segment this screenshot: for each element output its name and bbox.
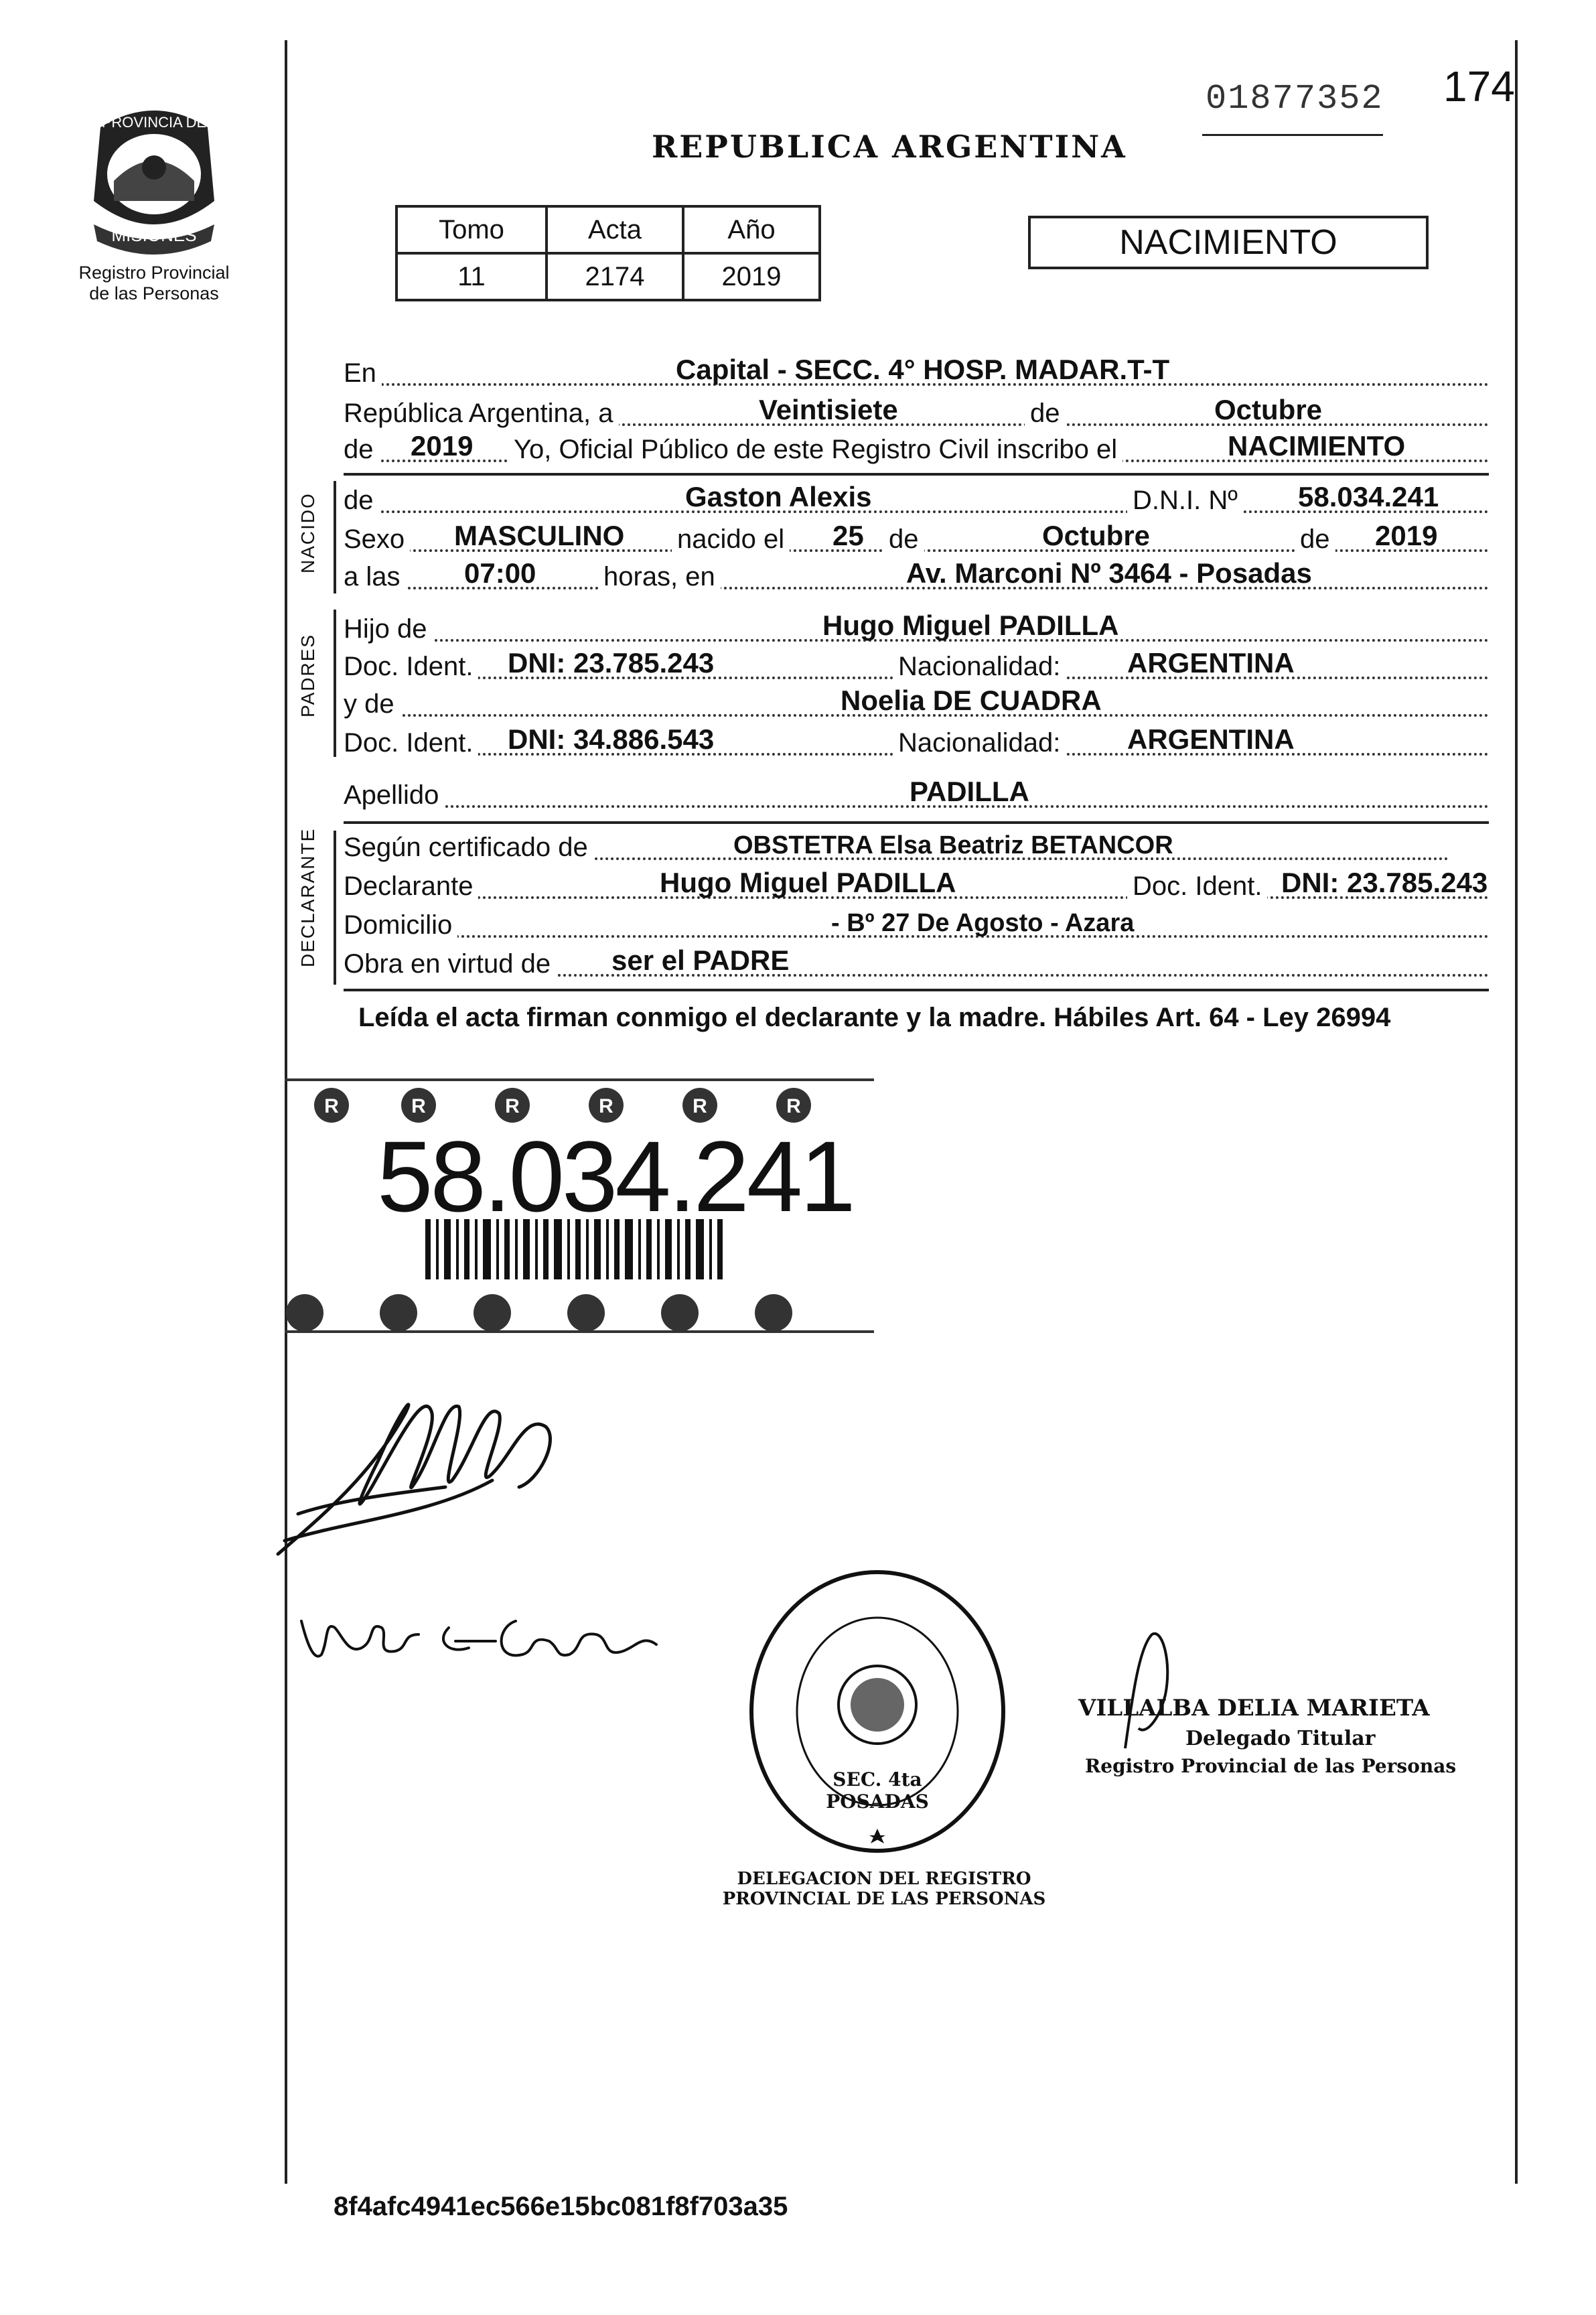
- row-nombre: [344, 481, 1489, 521]
- de1-label: de: [1025, 399, 1066, 429]
- domicilio-label: Domicilio: [344, 910, 457, 940]
- official-seal-stamp: [743, 1564, 1011, 1859]
- obra-label: Obra en virtud de: [344, 949, 556, 979]
- seal-ring-text: DELEGACION DEL REGISTRO PROVINCIAL DE LAS PERSONAS: [722, 1869, 1046, 1909]
- sexo-label: Sexo: [344, 524, 410, 555]
- svg-text:PROVINCIA DE: PROVINCIA DE: [101, 114, 207, 131]
- apellido-value: PADILLA: [910, 776, 1029, 807]
- row-certificado: [344, 828, 1489, 868]
- madre-value: Noelia DE CUADRA: [841, 685, 1102, 716]
- registrar-signature: [1098, 1621, 1199, 1755]
- nac2-label: Nacionalidad:: [893, 728, 1066, 758]
- dia-value: Veintisiete: [759, 394, 898, 425]
- mother-signature: [295, 1594, 670, 1681]
- document-hash: 8f4afc4941ec566e15bc081f8f703a35: [334, 2192, 788, 2221]
- alas-label: a las: [344, 562, 406, 592]
- nac2-value: ARGENTINA: [1127, 723, 1295, 755]
- row-domicilio: [344, 906, 1489, 946]
- anio-nacimiento-inscripcion: 2019: [411, 430, 474, 462]
- country-title: REPUBLICA ARGENTINA: [652, 129, 1127, 165]
- de2-label: de: [344, 435, 379, 465]
- row-inscribe: [344, 430, 1489, 470]
- yde-label: y de: [344, 689, 400, 719]
- doc1-label: Doc. Ident.: [344, 652, 478, 682]
- divider-3: [344, 989, 1489, 991]
- registrar-role: Delegado Titular: [1185, 1727, 1376, 1750]
- lugar-value: Av. Marconi Nº 3464 - Posadas: [906, 557, 1312, 589]
- row-obra: [344, 944, 1489, 985]
- svg-text:R: R: [411, 1095, 426, 1117]
- dni-value: 58.034.241: [1298, 481, 1439, 512]
- en-label: En: [344, 358, 382, 389]
- mes-value: Octubre: [1214, 394, 1323, 425]
- acta-value: 2174: [547, 253, 683, 300]
- doc2-value: DNI: 34.886.543: [508, 723, 715, 755]
- row-madre: [344, 685, 1489, 725]
- inscribe-value: NACIMIENTO: [1228, 430, 1406, 462]
- doc3-label: Doc. Ident.: [1127, 871, 1267, 902]
- row-padre: [344, 610, 1489, 650]
- right-margin-line: [1515, 40, 1518, 2184]
- side-label-nacido: NACIDO: [297, 492, 318, 573]
- anio-header: Año: [683, 206, 820, 253]
- row-apellido: [344, 776, 1489, 816]
- sexo-value: MASCULINO: [454, 520, 625, 551]
- de4-label: de: [1295, 524, 1335, 555]
- certificado-label: Según certificado de: [344, 833, 593, 863]
- padre-value: Hugo Miguel PADILLA: [822, 610, 1119, 641]
- seal-inner-text: SEC. 4ta POSADAS: [826, 1768, 929, 1813]
- nacido-anio: 2019: [1375, 520, 1438, 551]
- logo-caption: Registro Provincial de las Personas: [78, 263, 230, 303]
- svg-text:R: R: [599, 1095, 613, 1117]
- row-en: [344, 354, 1489, 394]
- side-label-declarante: DECLARANTE: [297, 827, 318, 967]
- declarante-label: Declarante: [344, 871, 478, 902]
- tomo-header: Tomo: [396, 206, 547, 253]
- anio-value: 2019: [683, 253, 820, 300]
- de3-label: de: [883, 524, 924, 555]
- tomo-value: 11: [396, 253, 547, 300]
- province-logo: [74, 100, 234, 261]
- nombre-value: Gaston Alexis: [685, 481, 872, 512]
- serial-number: 01877352: [1206, 79, 1384, 119]
- record-type-box: NACIMIENTO: [1028, 216, 1429, 269]
- nacido-mes: Octubre: [1042, 520, 1151, 551]
- divider-1: [344, 473, 1489, 476]
- svg-text:R: R: [324, 1095, 339, 1117]
- doc2-label: Doc. Ident.: [344, 728, 478, 758]
- row-doc-padre: [344, 647, 1489, 687]
- declarante-bracket: [334, 831, 336, 985]
- row-fecha: [344, 394, 1489, 434]
- nacido-dia: 25: [832, 520, 864, 551]
- nombre-label: de: [344, 486, 379, 516]
- hijo-label: Hijo de: [344, 614, 433, 644]
- apellido-label: Apellido: [344, 780, 444, 811]
- divider-2: [344, 821, 1489, 824]
- declarante-value: Hugo Miguel PADILLA: [660, 867, 956, 898]
- horas-label: horas, en: [598, 562, 721, 592]
- acta-header: Acta: [547, 206, 683, 253]
- row-declarante: [344, 867, 1489, 907]
- nacido-bracket: [334, 481, 336, 593]
- acta-table: [395, 205, 821, 301]
- republica-label: República Argentina, a: [344, 399, 619, 429]
- nacido-label: nacido el: [672, 524, 790, 555]
- doc3-value: DNI: 23.785.243: [1281, 867, 1488, 898]
- oficial-label: Yo, Oficial Público de este Registro Civil inscribo el: [508, 435, 1122, 465]
- hora-value: 07:00: [464, 557, 536, 589]
- closing-statement: Leída el acta firman conmigo el declarante y la madre. Hábiles Art. 64 - Ley 26994: [358, 1003, 1391, 1032]
- obra-value: ser el PADRE: [611, 944, 790, 976]
- row-doc-madre: [344, 723, 1489, 764]
- side-label-padres: PADRES: [297, 633, 318, 717]
- registrar-name: VILLALBA DELIA MARIETA: [1078, 1695, 1430, 1722]
- svg-text:R: R: [786, 1095, 801, 1117]
- svg-text:MISIONES: MISIONES: [111, 225, 197, 245]
- domicilio-value: - Bº 27 De Agosto - Azara: [831, 909, 1135, 937]
- nac1-label: Nacionalidad:: [893, 652, 1066, 682]
- dni-label: D.N.I. Nº: [1127, 486, 1243, 516]
- nac1-value: ARGENTINA: [1127, 647, 1295, 679]
- row-sexo: [344, 520, 1489, 560]
- padres-bracket: [334, 610, 336, 757]
- row-hora: [344, 557, 1489, 598]
- declarant-signature: [271, 1360, 579, 1561]
- svg-text:R: R: [693, 1095, 707, 1117]
- en-value: Capital - SECC. 4° HOSP. MADAR.T-T: [676, 354, 1170, 385]
- serial-underline: [1202, 134, 1383, 136]
- page-number: 174: [1443, 62, 1515, 111]
- registrar-office: Registro Provincial de las Personas: [1085, 1755, 1457, 1777]
- sticker-number: 58.034.241: [377, 1120, 853, 1233]
- certificado-value: OBSTETRA Elsa Beatriz BETANCOR: [733, 831, 1173, 859]
- svg-text:R: R: [505, 1095, 520, 1117]
- doc1-value: DNI: 23.785.243: [508, 647, 715, 679]
